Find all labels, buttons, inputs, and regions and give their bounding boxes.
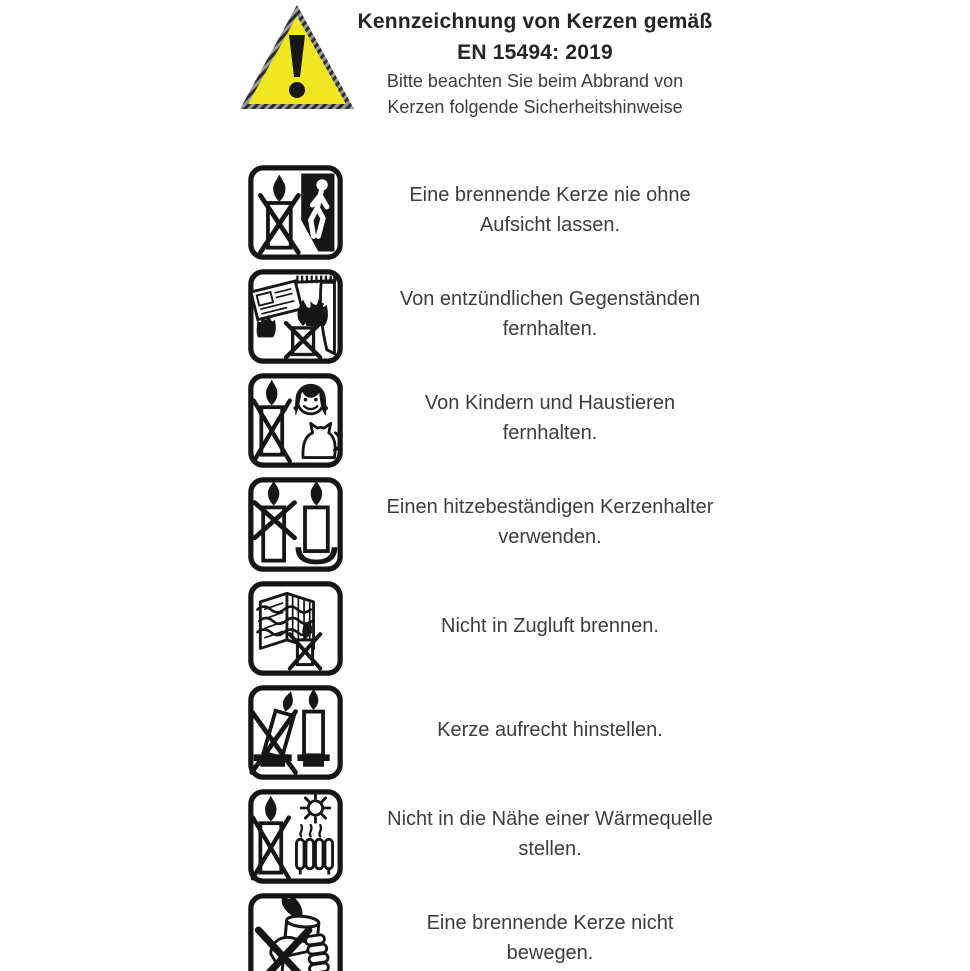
no-heat-source-icon <box>248 789 343 884</box>
safety-row <box>248 373 758 468</box>
safety-row <box>248 685 758 780</box>
page-title-line1: Kennzeichnung von Kerzen gemäß <box>357 10 713 33</box>
safety-text-line2: Aufsicht lassen. <box>479 213 621 236</box>
safety-row <box>248 789 758 884</box>
safety-text-line1: Von Kindern und Haustieren <box>424 391 676 414</box>
safety-text-line1: Kerze aufrecht hinstellen. <box>437 718 663 741</box>
safety-row <box>248 477 758 572</box>
safety-instructions-list <box>248 165 758 971</box>
page-title-line2: EN 15494: 2019 <box>457 41 613 64</box>
safety-text-line1: Von entzündlichen Gegenständen <box>399 287 701 310</box>
safety-text-line2: fernhalten. <box>502 317 598 340</box>
keep-away-from-children-pets-icon <box>248 373 343 468</box>
safety-text-line1: Einen hitzebeständigen Kerzenhalter <box>386 495 714 518</box>
candle-upright-icon <box>248 685 343 780</box>
no-unattended-candle-icon <box>248 165 343 260</box>
safety-text <box>343 180 757 240</box>
safety-row <box>248 165 758 260</box>
safety-text-line2: bewegen. <box>506 941 594 964</box>
safety-text-line1: Nicht in Zugluft brennen. <box>441 614 659 637</box>
no-draft-icon <box>248 581 343 676</box>
safety-text <box>343 611 757 641</box>
page-subtitle-line1: Bitte beachten Sie beim Abbrand von <box>386 71 684 91</box>
safety-text-line1: Nicht in die Nähe einer Wärmequelle <box>387 807 713 830</box>
safety-text-line1: Eine brennende Kerze nicht <box>426 911 674 934</box>
safety-text-line2: verwenden. <box>498 525 602 548</box>
safety-row <box>248 893 758 971</box>
safety-text <box>343 908 757 968</box>
safety-text <box>343 715 757 745</box>
safety-text <box>343 284 757 344</box>
header <box>318 6 752 120</box>
safety-text <box>343 388 757 448</box>
safety-row <box>248 581 758 676</box>
heat-resistant-holder-icon <box>248 477 343 572</box>
safety-row <box>248 269 758 364</box>
safety-text-line2: fernhalten. <box>502 421 598 444</box>
do-not-move-burning-candle-icon <box>248 893 343 971</box>
page-subtitle-line2: Kerzen folgende Sicherheitshinweise <box>387 97 683 117</box>
safety-text <box>343 492 757 552</box>
safety-text-line2: stellen. <box>518 837 582 860</box>
keep-away-from-flammables-icon <box>248 269 343 364</box>
safety-text-line1: Eine brennende Kerze nie ohne <box>409 183 691 206</box>
safety-text <box>343 804 757 864</box>
